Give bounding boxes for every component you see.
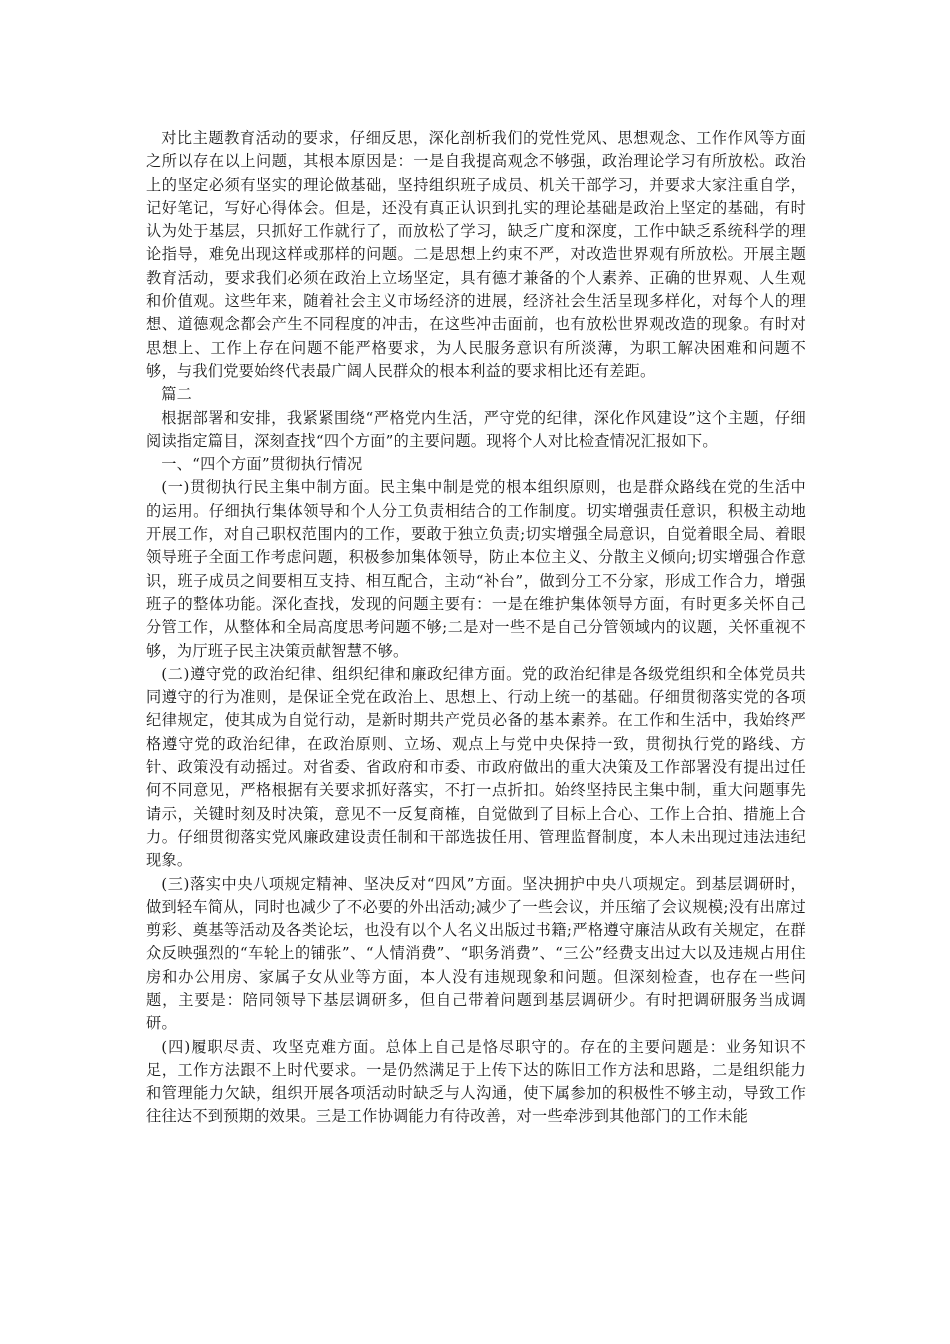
paragraph-democratic-centralism: (一)贯彻执行民主集中制方面。民主集中制是党的根本组织原则，也是群众路线在党的生活中的运用。仔细执行集体领导和个人分工负责相结合的工作制度。切实增强责任意识，积极主动地开展工作，对自己职权范围内的工作，要敢于独立负责;切实增强全局意识，自觉着眼全局、着眼领导班子全面工作考虑问题，积极参加集体领导，防止本位主义、分散主义倾向;切实增强合作意识，班子成员之间要相互支持、相互配合，主动“补台”，做到分工不分家，形成工作合力，增强班子的整体功能。深化查找，发现的问题主要有：一是在维护集体领导方面，有时更多关怀自己分管工作，从整体和全局高度思考问题不够;二是对一些不是自己分管领域内的议题，关怀重视不够，为厅班子民主决策贡献智慧不够。 (146, 478, 806, 660)
paragraph-intro: 根据部署和安排，我紧紧围绕“严格党内生活，严守党的纪律，深化作风建设”这个主题，仔细阅读指定篇目，深刻查找“四个方面”的主要问题。现将个人对比检查情况汇报如下。 (146, 408, 806, 450)
paragraph-eight-rules: (三)落实中央八项规定精神、坚决反对“四风”方面。坚决拥护中央八项规定。到基层调研时，做到轻车简从，同时也减少了不必要的外出活动;减少了一些会议，并压缩了会议规模;没有出席过剪彩、奠基等活动及各类论坛，也没有以个人名义出版过书籍;严格遵守廉洁从政有关规定，在群众反映强烈的“车轮上的铺张”、“人情消费”、“职务消费”、“三公”经费支出过大以及违规占用住房和办公用房、家属子女从业等方面，本人没有违规现象和问题。但深刻检查，也存在一些问题，主要是：陪同领导下基层调研多，但自己带着问题到基层调研少。有时把调研服务当成调研。 (146, 874, 806, 1033)
section-heading-part-two: 篇二 (161, 385, 193, 404)
paragraph-party-discipline: (二)遵守党的政治纪律、组织纪律和廉政纪律方面。党的政治纪律是各级党组织和全体党员共同遵守的行为准则，是保证全党在政治上、思想上、行动上统一的基础。仔细贯彻落实党的各项纪律规定，使其成为自觉行动，是新时期共产党员必备的基本素养。在工作和生活中，我始终严格遵守党的政治纪律，在政治原则、立场、观点上与党中央保持一致，贯彻执行党的路线、方针、政策没有动摇过。对省委、省政府和市委、市政府做出的重大决策及工作部署没有提出过任何不同意见，严格根据有关要求抓好落实，不打一点折扣。始终坚持民主集中制，重大问题事先请示，关键时刻及时决策，意见不一反复商榷，自觉做到了目标上合心、工作上合拍、措施上合力。仔细贯彻落实党风廉政建设责任制和干部选拔任用、管理监督制度，本人未出现过违法违纪现象。 (146, 664, 806, 870)
paragraph-duty-performance: (四)履职尽责、攻坚克难方面。总体上自己是恪尽职守的。存在的主要问题是：业务知识不足，工作方法跟不上时代要求。一是仍然满足于上传下达的陈旧工作方法和思路，二是组织能力和管理能力欠缺，组织开展各项活动时缺乏与人沟通，使下属参加的积极性不够主动，导致工作往往达不到预期的效果。三是工作协调能力有待改善，对一些牵涉到其他部门的工作未能 (146, 1037, 806, 1126)
paragraph-root-cause: 对比主题教育活动的要求，仔细反思，深化剖析我们的党性党风、思想观念、工作作风等方面之所以存在以上问题，其根本原因是：一是自我提高观念不够强，政治理论学习有所放松。政治上的坚定必须有坚实的理论做基础，坚持组织班子成员、机关干部学习，并要求大家注重自学，记好笔记，写好心得体会。但是，还没有真正认识到扎实的理论基础是政治上坚定的基础，有时认为处于基层，只抓好工作就行了，而放松了学习，缺乏广度和深度，工作中缺乏系统科学的理论指导，难免出现这样或那样的问题。二是思想上约束不严，对改造世界观有所放松。开展主题教育活动，要求我们必须在政治上立场坚定，具有德才兼备的个人素养、正确的世界观、人生观和价值观。这些年来，随着社会主义市场经济的进展，经济社会生活呈现多样化，对每个人的理想、道德观念都会产生不同程度的冲击，在这些冲击面前，也有放松世界观改造的现象。有时对思想上、工作上存在问题不能严格要求，为人民服务意识有所淡薄，为职工解决困难和问题不够，与我们党要始终代表最广阔人民群众的根本利益的要求相比还有差距。 (146, 129, 806, 380)
section-heading-four-aspects: 一、“四个方面”贯彻执行情况 (161, 455, 363, 474)
document-body (146, 127, 806, 1129)
